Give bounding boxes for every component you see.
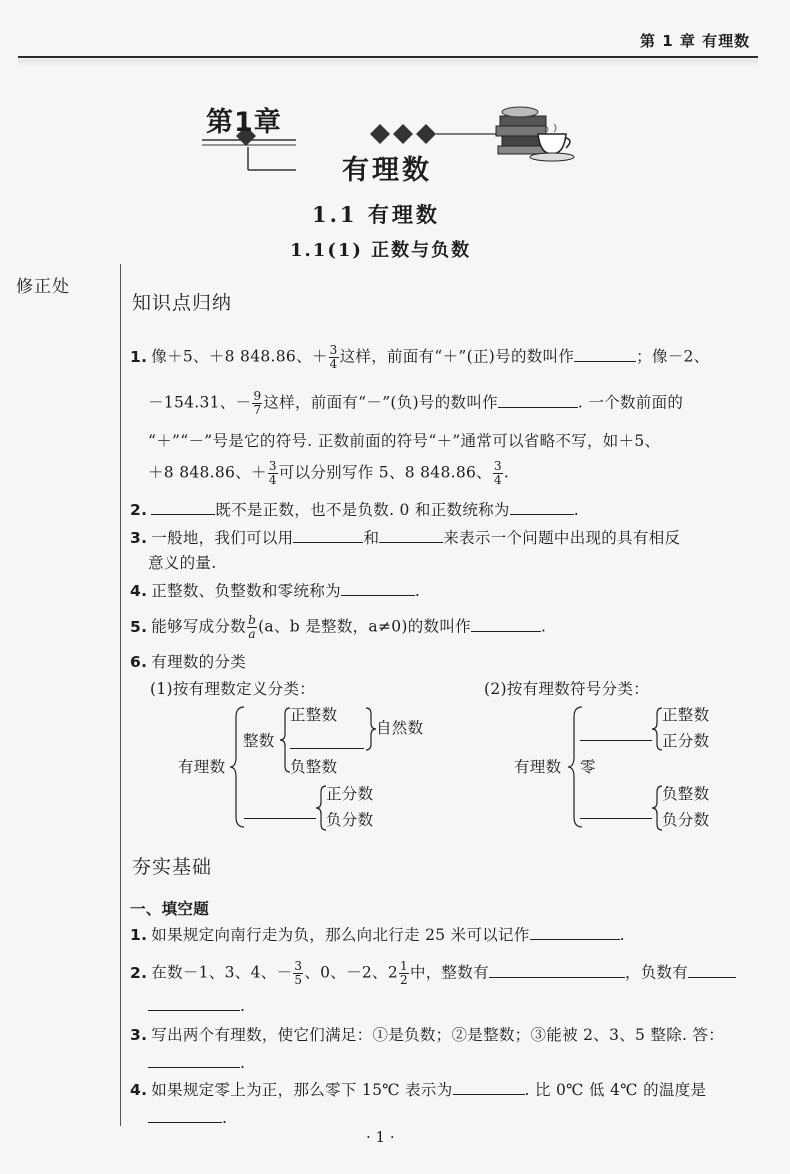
answer-blank[interactable] <box>489 963 625 978</box>
margin-rule <box>120 264 121 1126</box>
item-4: 4. 正整数、负整数和零统称为 . <box>130 582 421 600</box>
question-2: 2. 在数－1、3、4、－ $\frac{3}{5}$ 、0、－2、2 $\frac{1}{2}$ 中，整数有 ，负数有 <box>130 960 736 987</box>
item-1-line-4: ＋8 848.86、＋ $\frac{3}{4}$ 可以分别写作 5、8 848.86、 $\frac{3}{4}$ . <box>148 459 510 487</box>
classification-right-title: (2)按有理数符号分类： <box>484 680 650 698</box>
knowledge-heading: 知识点归纳 <box>132 292 233 314</box>
tree-negative-integers: 负整数 <box>290 758 338 776</box>
item-1-line-2: －154.31、－ $\frac{9}{7}$ 这样，前面有“－”(负)号的数叫作 . 一个数前面的 <box>148 389 684 417</box>
answer-blank[interactable] <box>148 1108 222 1123</box>
item-3-line-2: 意义的量. <box>148 554 217 572</box>
question-3-line-2: . <box>148 1053 245 1073</box>
item-1-line-3: “＋”“－”号是它的符号. 正数前面的符号“＋”通常可以省略不写，如＋5、 <box>148 432 661 450</box>
question-1: 1. 如果规定向南行走为负，那么向北行走 25 米可以记作 . <box>130 926 625 944</box>
item-5: 5. 能够写成分数 $\frac{b}{a}$ (a、b 是整数，a≠0)的数叫作 . <box>130 613 547 641</box>
answer-blank[interactable] <box>244 818 316 819</box>
question-3: 3. 写出两个有理数，使它们满足：①是负数；②是整数；③能被 2、3、5 整除. 答： <box>130 1026 725 1044</box>
header-rule <box>18 56 758 58</box>
answer-blank[interactable] <box>580 818 652 819</box>
question-4: 4. 如果规定零上为正，那么零下 15℃ 表示为 . 比 0℃ 低 4℃ 的温度是 <box>130 1081 707 1099</box>
tree-r-negative-integers: 负整数 <box>662 785 710 803</box>
tree-r-positive-integers: 正整数 <box>662 706 710 724</box>
page-number: · 1 · <box>366 1128 395 1146</box>
item-3-line-1: 3. 一般地，我们可以用 和 来表示一个问题中出现的具有相反 <box>130 529 681 547</box>
answer-blank[interactable] <box>688 963 736 978</box>
answer-blank[interactable] <box>453 1080 525 1095</box>
section-title: 1.1 有理数 <box>312 202 440 227</box>
answer-blank[interactable] <box>379 528 443 543</box>
item-1-line-1: 1. 像＋5、＋8 848.86、＋ $\frac{3}{4}$ 这样，前面有“＋”(正)号的数叫作 ；像－2、 <box>130 343 710 371</box>
brace-icon <box>230 705 246 829</box>
answer-blank[interactable] <box>471 617 541 632</box>
question-2-line-2: . <box>148 996 245 1016</box>
books-icon <box>496 107 546 154</box>
answer-blank[interactable] <box>290 748 364 749</box>
header-shadow <box>18 59 758 69</box>
classification-left-title: (1)按有理数定义分类： <box>150 680 316 698</box>
answer-blank[interactable] <box>148 996 240 1011</box>
answer-blank[interactable] <box>580 740 652 741</box>
answer-blank[interactable] <box>341 581 415 596</box>
tree-zero: 零 <box>580 758 596 776</box>
fraction: $\frac{3}{4}$ <box>329 343 338 371</box>
tree-r-positive-fractions: 正分数 <box>662 732 710 750</box>
answer-blank[interactable] <box>151 500 215 515</box>
running-header: 第 1 章 有理数 <box>640 32 751 50</box>
tree-positive-integers: 正整数 <box>290 706 338 724</box>
question-4-line-2: . <box>148 1108 227 1128</box>
tree-negative-fractions: 负分数 <box>326 811 374 829</box>
foundation-heading: 夯实基础 <box>132 856 213 878</box>
tree-positive-fractions: 正分数 <box>326 785 374 803</box>
tree-natural-numbers: 自然数 <box>376 719 424 737</box>
subsection-title: 1.1(1) 正数与负数 <box>290 240 472 261</box>
item-2: 2. 既不是正数，也不是负数. 0 和正数统称为 . <box>130 501 579 519</box>
answer-blank[interactable] <box>148 1053 240 1068</box>
answer-blank[interactable] <box>293 528 363 543</box>
answer-blank[interactable] <box>498 393 578 408</box>
tree-r-negative-fractions: 负分数 <box>662 811 710 829</box>
chapter-label: 第1章 <box>206 107 282 138</box>
answer-blank[interactable] <box>530 925 620 940</box>
tree-root-left: 有理数 <box>178 758 226 776</box>
tree-integers: 整数 <box>243 732 275 750</box>
answer-blank[interactable] <box>510 500 574 515</box>
item-6: 6. 有理数的分类 <box>130 653 247 671</box>
revision-margin-label: 修正处 <box>16 277 70 297</box>
chapter-title: 有理数 <box>342 155 432 186</box>
brace-icon <box>364 706 376 752</box>
fill-in-subheading: 一、填空题 <box>130 900 210 918</box>
answer-blank[interactable] <box>574 347 636 362</box>
tree-root-right: 有理数 <box>514 758 562 776</box>
